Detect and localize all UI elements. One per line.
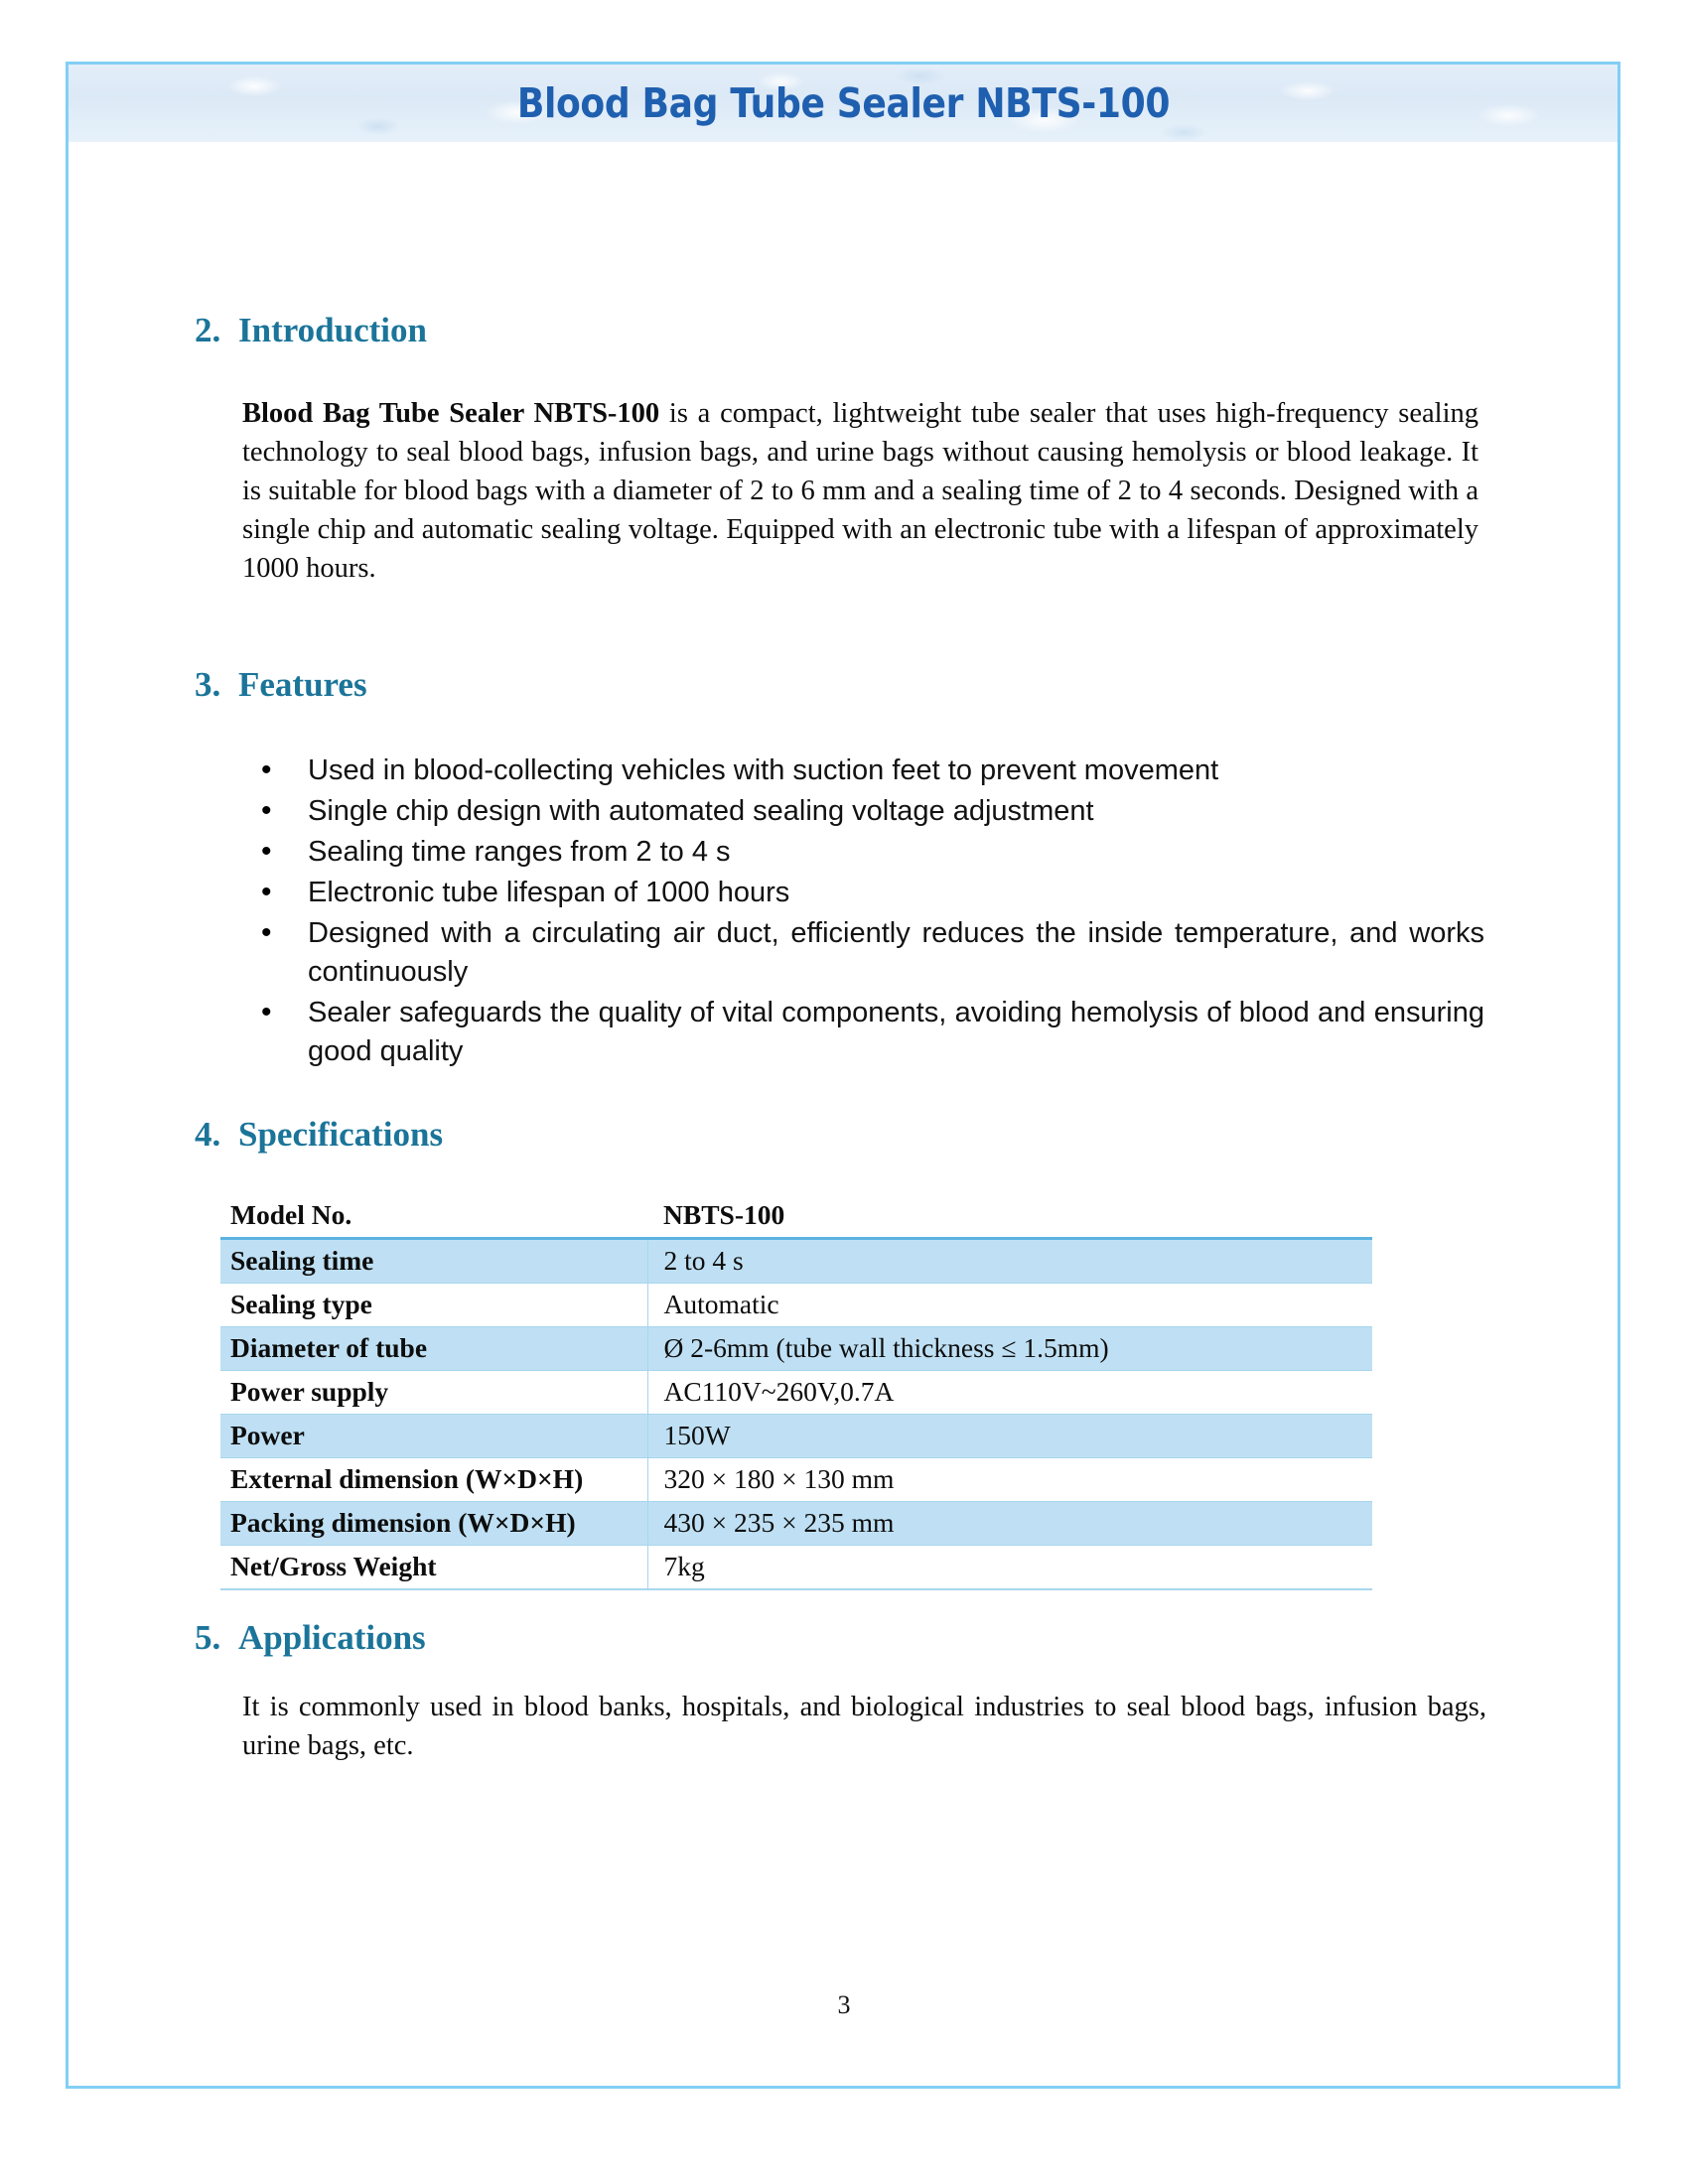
table-cell-value: Ø 2-6mm (tube wall thickness ≤ 1.5mm)	[647, 1327, 1372, 1371]
table-cell-value: 430 × 235 × 235 mm	[647, 1502, 1372, 1546]
table-cell-key: External dimension (W×D×H)	[220, 1458, 647, 1502]
table-row	[220, 1415, 1372, 1458]
table-row	[220, 1502, 1372, 1546]
section-heading-specifications	[195, 1115, 443, 1155]
section-title-introduction: Introduction	[238, 311, 427, 349]
page-header-banner	[69, 65, 1618, 142]
list-item: • Electronic tube lifespan of 1000 hours	[253, 874, 1484, 912]
list-item: • Designed with a circulating air duct, efficiently reduces the inside temperature, and works continuously	[253, 914, 1484, 992]
page-number: 3	[837, 1990, 851, 2019]
table-cell-key: Packing dimension (W×D×H)	[220, 1502, 647, 1546]
section-title-applications: Applications	[238, 1618, 426, 1657]
table-row	[220, 1239, 1372, 1284]
table-header-key: Model No.	[220, 1194, 647, 1239]
introduction-paragraph	[242, 394, 1478, 588]
introduction-body-text: is a compact, lightweight tube sealer that uses high-frequency sealing technology to seal blood bags, infusion bags, and urine bags without causing hemolysis or blood leakage. It is suitable for blood bags with a diameter of 2 to 6 mm and a sealing time of 2 to 4 seconds. Designed with a single chip and automatic sealing voltage. Equipped with an electronic tube with a lifespan of approximately 1000 hours.	[242, 398, 1478, 584]
table-cell-value: 150W	[647, 1415, 1372, 1458]
table-header-value: NBTS-100	[647, 1194, 1372, 1239]
applications-paragraph: It is commonly used in blood banks, hospitals, and biological industries to seal blood bags, infusion bags, urine bags, etc.	[242, 1692, 1486, 1761]
section-title-specifications: Specifications	[238, 1115, 444, 1154]
section-number-specifications: 4.	[195, 1115, 221, 1154]
section-title-features: Features	[238, 665, 367, 704]
section-number-features: 3.	[195, 665, 221, 704]
section-heading-introduction	[195, 311, 427, 350]
table-cell-key: Net/Gross Weight	[220, 1546, 647, 1590]
list-item: • Sealing time ranges from 2 to 4 s	[253, 833, 1484, 872]
table-cell-key: Sealing type	[220, 1284, 647, 1327]
table-row	[220, 1458, 1372, 1502]
table-cell-key: Sealing time	[220, 1239, 647, 1284]
table-cell-key: Diameter of tube	[220, 1327, 647, 1371]
table-row	[220, 1284, 1372, 1327]
page-border	[66, 62, 1620, 2089]
list-item: • Used in blood-collecting vehicles with suction feet to prevent movement	[253, 751, 1484, 790]
table-cell-value: 7kg	[647, 1546, 1372, 1590]
list-item: • Sealer safeguards the quality of vital components, avoiding hemolysis of blood and ensuring good quality	[253, 994, 1484, 1071]
table-cell-value: AC110V~260V,0.7A	[647, 1371, 1372, 1415]
list-item: • Single chip design with automated sealing voltage adjustment	[253, 792, 1484, 831]
table-row	[220, 1371, 1372, 1415]
section-heading-applications	[195, 1618, 426, 1658]
section-heading-features	[195, 665, 367, 705]
specifications-table	[220, 1194, 1372, 1590]
table-row	[220, 1546, 1372, 1590]
introduction-lead-bold: Blood Bag Tube Sealer NBTS-100	[242, 398, 660, 429]
table-cell-key: Power supply	[220, 1371, 647, 1415]
table-row	[220, 1327, 1372, 1371]
document-title: Blood Bag Tube Sealer NBTS-100	[516, 79, 1170, 127]
section-number-introduction: 2.	[195, 311, 221, 349]
table-header-row	[220, 1194, 1372, 1239]
table-cell-value: 320 × 180 × 130 mm	[647, 1458, 1372, 1502]
table-cell-key: Power	[220, 1415, 647, 1458]
features-list	[253, 751, 1484, 1073]
table-cell-value: Automatic	[647, 1284, 1372, 1327]
table-cell-value: 2 to 4 s	[647, 1239, 1372, 1284]
section-number-applications: 5.	[195, 1618, 221, 1657]
